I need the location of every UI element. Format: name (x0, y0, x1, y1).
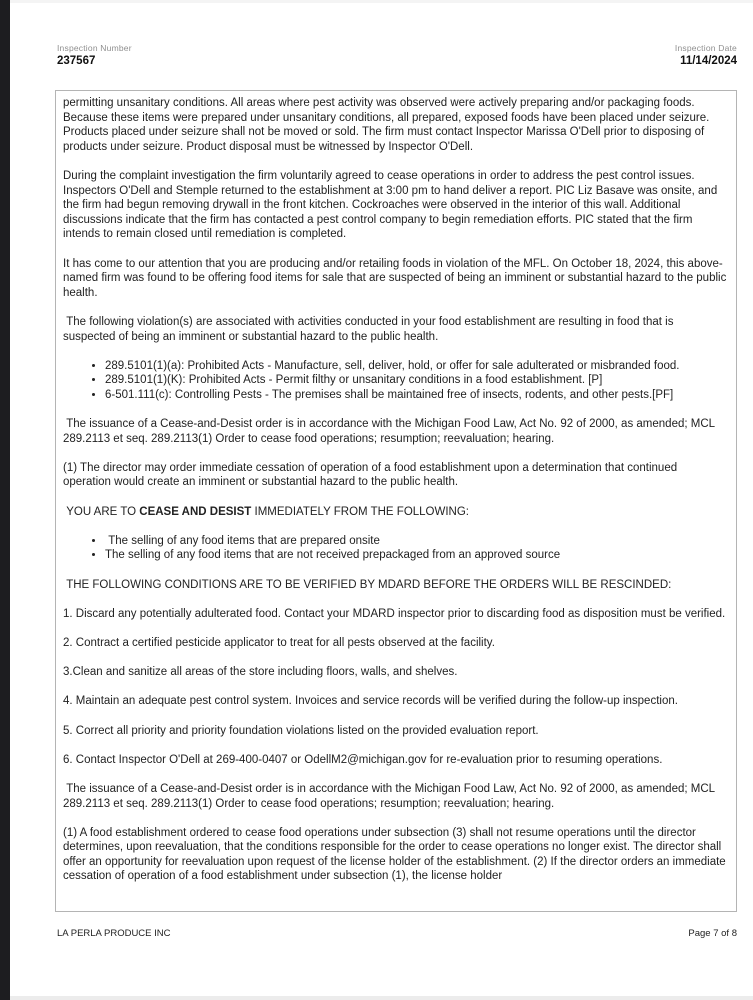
paragraph: The issuance of a Cease-and-Desist order is in accordance with the Michigan Food Law, Act No. 92 of 2000, as amended; MCL 289.2113 et seq. 289.2113(1) Order to cease food operations; resumption; reevaluation; hearing. (63, 418, 718, 445)
paragraph: 3.Clean and sanitize all areas of the store including floors, walls, and shelves. (63, 666, 458, 679)
viewer-top-edge (10, 0, 753, 3)
paragraph: (1) The director may order immediate cessation of operation of a food establishment upon a determination that continued operation would create an imminent or substantial hazard to the public health. (63, 461, 681, 489)
paragraph: 4. Maintain an adequate pest control system. Invoices and service records will be verified during the follow-up inspection. (63, 695, 678, 708)
inspection-date-value: 11/14/2024 (680, 55, 737, 67)
text-run: IMMEDIATELY FROM THE FOLLOWING: (251, 505, 469, 518)
bullet-list (63, 359, 728, 403)
page-number: Page 7 of 8 (688, 928, 737, 939)
bullet-item: • The selling of any food items that are not received prepackaged from an approved source (105, 548, 728, 563)
inspection-number-value: 237567 (57, 55, 96, 67)
paragraph: 6. Contact Inspector O'Dell at 269-400-0407 or OdellM2@michigan.gov for re-evaluation prior to resuming operations. (63, 753, 663, 766)
bold-text: CEASE AND DESIST (139, 505, 252, 518)
report-body (55, 90, 737, 912)
page-footer (57, 928, 737, 939)
bullet-list (63, 534, 728, 563)
paragraph: 5. Correct all priority and priority foundation violations listed on the provided evaluation report. (63, 724, 539, 737)
inspection-number-label: Inspection Number (57, 43, 132, 53)
inspection-number-field (57, 43, 132, 69)
bullet-item: • 6-501.111(c): Controlling Pests - The premises shall be maintained free of insects, rodents, and other pests.[PF] (105, 388, 728, 403)
inspection-date-label: Inspection Date (674, 43, 737, 53)
bullet-item: • The selling of any food items that are prepared onsite (105, 534, 728, 549)
paragraph: (1) A food establishment ordered to cease food operations under subsection (3) shall not resume operations until the director determines, upon reevaluation, that the conditions responsible for the order to cease operations no longer exist. The director shall offer an opportunity for reevaluation upon request of the license holder of the establishment. (2) If the director orders an immediate cessation of operation of a food establishment under subsection (1), the license holder (63, 826, 729, 883)
bullet-item: • 289.5101(1)(a): Prohibited Acts - Manufacture, sell, deliver, hold, or offer for sale adulterated or misbranded food. (105, 359, 728, 374)
paragraph: The following violation(s) are associated with activities conducted in your food establishment are resulting in food that is suspected of being an imminent or substantial hazard to the public health. (63, 315, 677, 343)
firm-name: LA PERLA PRODUCE INC (57, 928, 171, 939)
bullet-item: • 289.5101(1)(K): Prohibited Acts - Permit filthy or unsanitary conditions in a food establishment. [P] (105, 373, 728, 388)
text-run: YOU ARE TO (63, 505, 140, 518)
paragraph (63, 505, 728, 520)
paragraph: During the complaint investigation the firm voluntarily agreed to cease operations in order to address the pest control issues. Inspectors O'Dell and Stemple returned to the establishment at 3:00 pm to hand deliver a report. PIC Liz Basave was onsite, and the firm had begun removing drywall in the front kitchen. Cockroaches were observed in the interior of this wall. Additional discussions indicate that the firm has contacted a pest control company to begin remediation efforts. PIC stated that the firm intends to remain closed until remediation is completed. (63, 169, 721, 241)
page-header (57, 43, 737, 69)
viewer-left-edge (0, 0, 10, 1000)
paragraph: It has come to our attention that you are producing and/or retailing foods in violation of the MFL. On October 18, 2024, this above-named firm was found to be offering food items for sale that are suspected of being an imminent or substantial hazard to the public health. (63, 257, 730, 299)
paragraph: The issuance of a Cease-and-Desist order is in accordance with the Michigan Food Law, Act No. 92 of 2000, as amended; MCL 289.2113 et seq. 289.2113(1) Order to cease food operations; resumption; reevaluation; hearing. (63, 782, 718, 810)
inspection-date-field (675, 43, 737, 69)
paragraph: THE FOLLOWING CONDITIONS ARE TO BE VERIFIED BY MDARD BEFORE THE ORDERS WILL BE RESCINDED: (63, 578, 672, 591)
paragraph: 2. Contract a certified pesticide applicator to treat for all pests observed at the facility. (63, 636, 495, 649)
viewer-bottom-edge (10, 996, 753, 1000)
paragraph: permitting unsanitary conditions. All areas where pest activity was observed were actively preparing and/or packaging foods. Because these items were prepared under unsanitary conditions, all prepared, exposed foods have been placed under seizure. Products placed under seizure shall not be moved or sold. The firm must contact Inspector Marissa O'Dell prior to disposing of products under seizure. Product disposal must be witnessed by Inspector O'Dell. (63, 97, 713, 153)
paragraph: 1. Discard any potentially adulterated food. Contact your MDARD inspector prior to discarding food as disposition must be verified. (63, 607, 726, 620)
